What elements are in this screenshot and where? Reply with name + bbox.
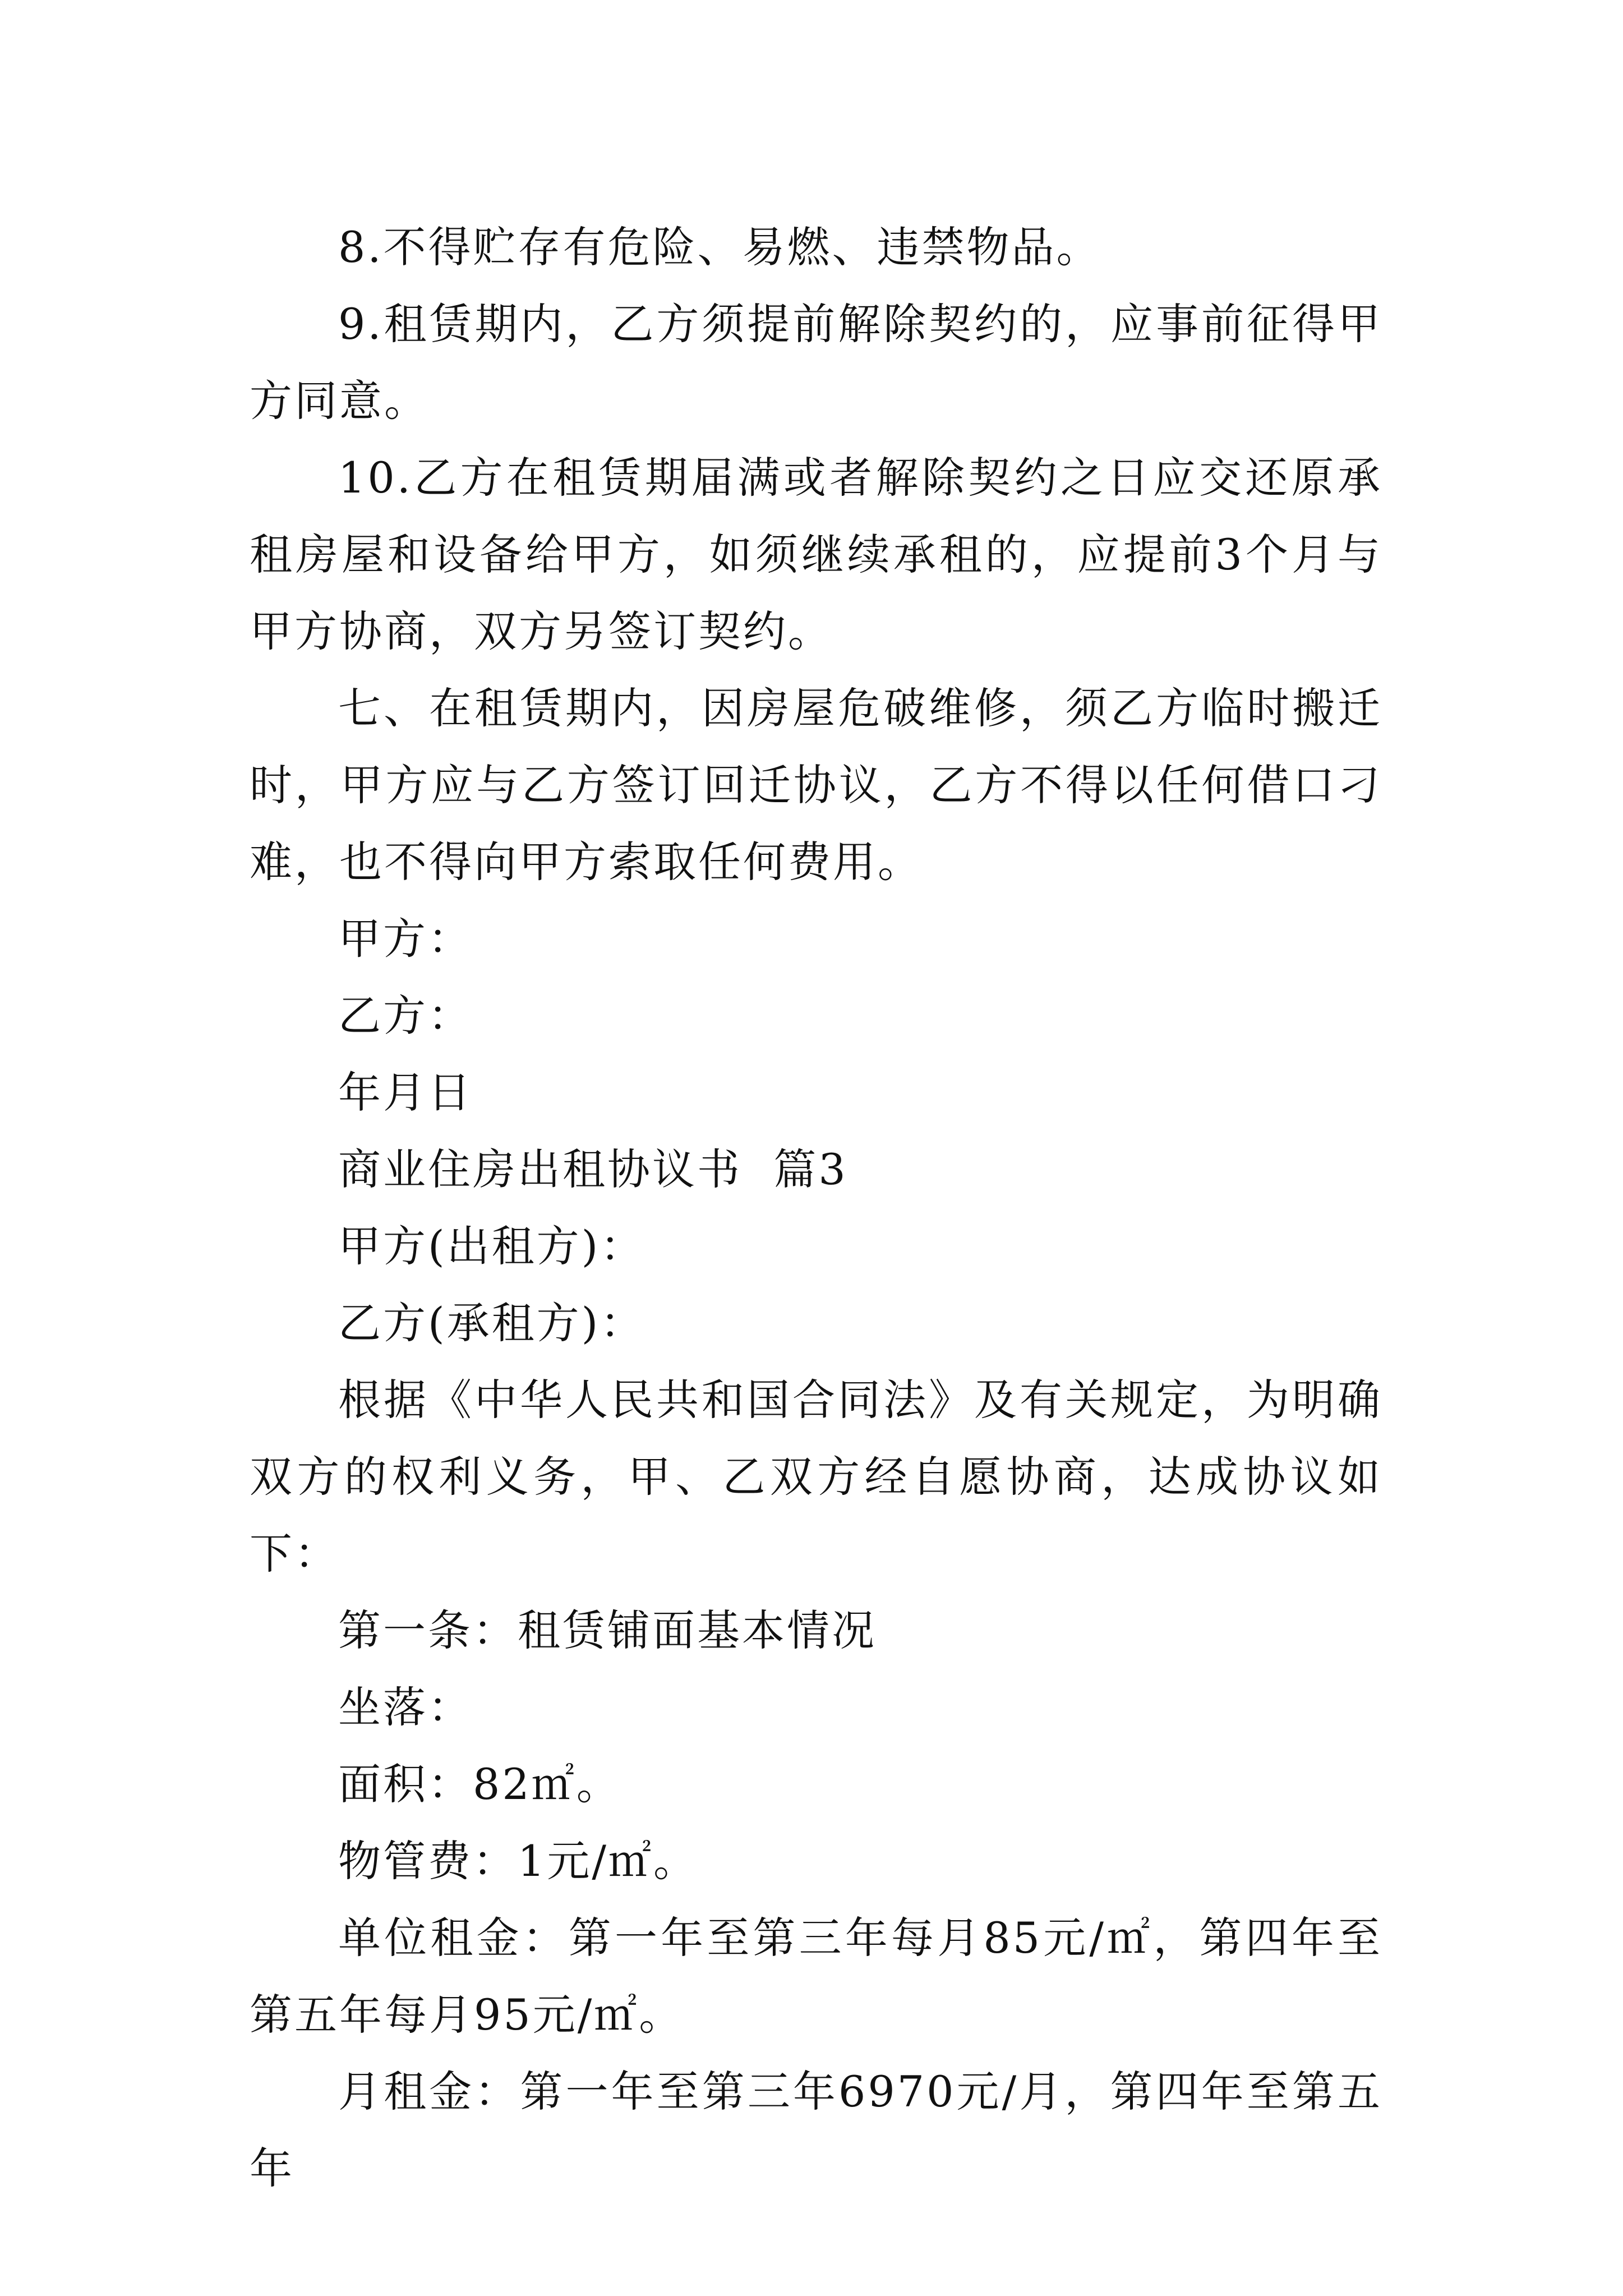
- article-one-heading: 第一条：租赁铺面基本情况: [338, 1605, 877, 1655]
- clause-10: 10.乙方在租赁期届满或者解除契约之日应交还原承租房屋和设备给甲方，如须继续承租的，应提前3个月与甲方协商，双方另签订契约。: [250, 453, 1382, 656]
- signature-party-b: 乙方：: [338, 991, 473, 1041]
- area-field: 面积：82㎡。: [338, 1759, 621, 1809]
- section-title: 商业住房出租协议书 篇3: [338, 1144, 848, 1194]
- signature-date: 年月日: [338, 1068, 473, 1117]
- signature-party-a: 甲方：: [338, 914, 473, 964]
- party-a-lessor: 甲方(出租方)：: [338, 1221, 645, 1271]
- preamble: 根据《中华人民共和国合同法》及有关规定，为明确双方的权利义务，甲、乙双方经自愿协商，达成协议如下：: [250, 1375, 1382, 1579]
- location-field: 坐落：: [338, 1682, 473, 1732]
- document-body: [250, 209, 1382, 2207]
- party-b-lessee: 乙方(承租方)：: [338, 1298, 645, 1348]
- clause-seven: 七、在租赁期内，因房屋危破维修，须乙方临时搬迁时，甲方应与乙方签订回迁协议，乙方不得以任何借口刁难，也不得向甲方索取任何费用。: [250, 683, 1382, 887]
- clause-8: 8.不得贮存有危险、易燃、违禁物品。: [338, 222, 1101, 272]
- clause-9: 9.租赁期内，乙方须提前解除契约的，应事前征得甲方同意。: [250, 299, 1382, 426]
- management-fee-field: 物管费：1元/㎡。: [338, 1836, 698, 1886]
- monthly-rent-field: 月租金：第一年至第三年6970元/月，第四年至第五年: [250, 2067, 1382, 2193]
- unit-rent-field: 单位租金：第一年至第三年每月85元/㎡，第四年至第五年每月95元/㎡。: [250, 1913, 1382, 2040]
